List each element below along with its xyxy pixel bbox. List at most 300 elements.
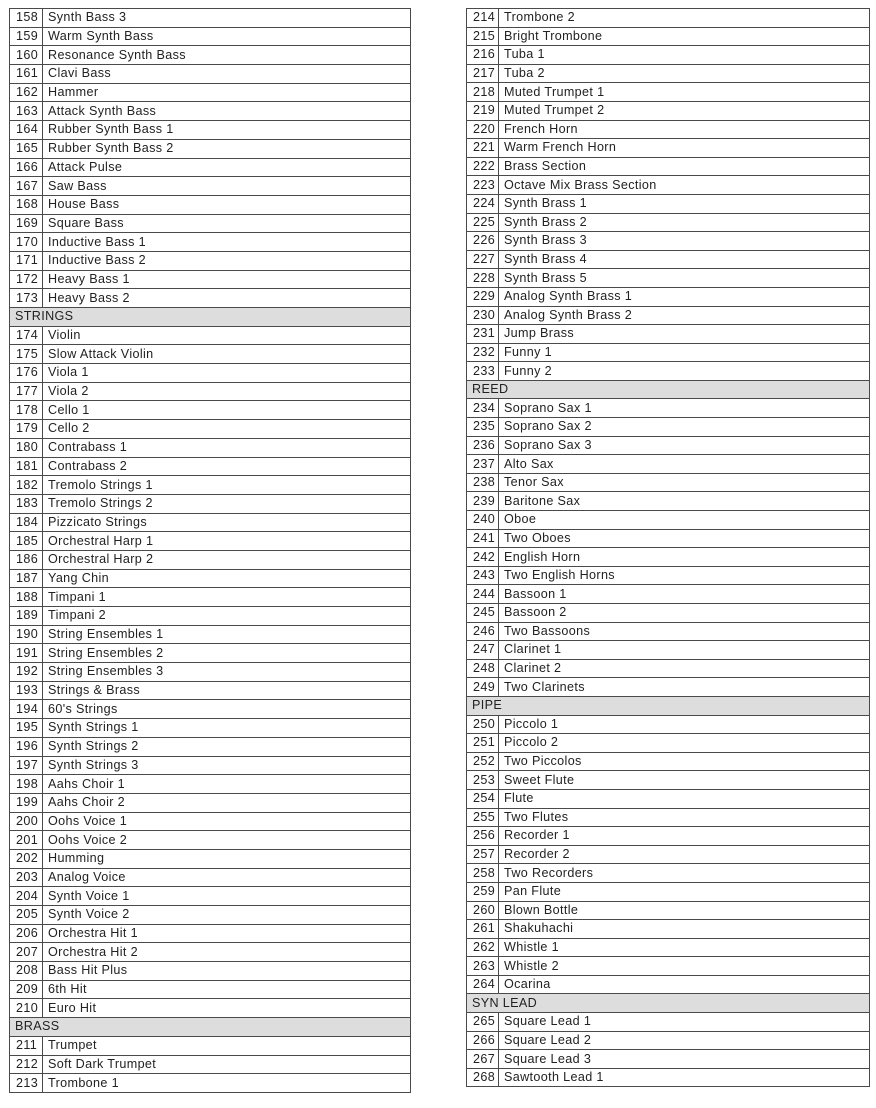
voice-name: 60's Strings — [43, 700, 411, 719]
voice-name: Funny 1 — [499, 343, 870, 362]
voice-number: 188 — [10, 588, 43, 607]
voice-name: Square Lead 2 — [499, 1031, 870, 1050]
table-row — [10, 494, 411, 513]
voice-number: 237 — [467, 455, 499, 474]
table-row — [467, 139, 870, 158]
table-row — [10, 532, 411, 551]
voice-name: Two Bassoons — [499, 622, 870, 641]
voice-name: Square Lead 3 — [499, 1050, 870, 1069]
table-row — [467, 473, 870, 492]
voice-number: 191 — [10, 644, 43, 663]
voice-number: 235 — [467, 418, 499, 437]
table-row — [10, 251, 411, 270]
table-row — [10, 476, 411, 495]
voice-name: Rubber Synth Bass 1 — [43, 121, 411, 140]
voice-name: Synth Strings 2 — [43, 737, 411, 756]
table-row — [467, 622, 870, 641]
voice-number: 186 — [10, 550, 43, 569]
table-row — [467, 418, 870, 437]
table-row — [10, 737, 411, 756]
voice-name: French Horn — [499, 120, 870, 139]
voice-number: 230 — [467, 306, 499, 325]
table-row — [467, 548, 870, 567]
voice-name: Brass Section — [499, 157, 870, 176]
voice-number: 163 — [10, 102, 43, 121]
voice-number: 218 — [467, 83, 499, 102]
voice-name: Inductive Bass 2 — [43, 251, 411, 270]
table-row — [10, 943, 411, 962]
voice-name: Tremolo Strings 1 — [43, 476, 411, 495]
voice-number: 221 — [467, 139, 499, 158]
voice-number: 253 — [467, 771, 499, 790]
voice-name: Oboe — [499, 511, 870, 530]
voice-name: Recorder 1 — [499, 827, 870, 846]
table-row — [10, 289, 411, 308]
voice-number: 231 — [467, 325, 499, 344]
voice-number: 197 — [10, 756, 43, 775]
table-row — [467, 715, 870, 734]
voice-name: Warm French Horn — [499, 139, 870, 158]
voice-name: Attack Pulse — [43, 158, 411, 177]
table-row — [10, 139, 411, 158]
voice-name: Analog Synth Brass 1 — [499, 287, 870, 306]
voice-number: 167 — [10, 177, 43, 196]
voice-number: 238 — [467, 473, 499, 492]
table-row — [467, 1013, 870, 1032]
table-row — [10, 906, 411, 925]
voice-number: 202 — [10, 849, 43, 868]
voice-number: 259 — [467, 882, 499, 901]
table-row — [10, 102, 411, 121]
voice-name: Octave Mix Brass Section — [499, 176, 870, 195]
table-row — [10, 625, 411, 644]
table-row — [467, 101, 870, 120]
voice-name: Timpani 2 — [43, 607, 411, 626]
table-row — [467, 325, 870, 344]
table-row — [10, 700, 411, 719]
voice-number: 200 — [10, 812, 43, 831]
section-title: STRINGS — [10, 308, 411, 327]
voice-name: Orchestra Hit 1 — [43, 924, 411, 943]
table-row — [10, 1036, 411, 1055]
voice-name: Sawtooth Lead 1 — [499, 1068, 870, 1087]
table-row — [467, 9, 870, 28]
voice-number: 166 — [10, 158, 43, 177]
table-row — [10, 719, 411, 738]
voice-number: 239 — [467, 492, 499, 511]
voice-name: Recorder 2 — [499, 845, 870, 864]
voice-number: 236 — [467, 436, 499, 455]
voice-number: 198 — [10, 775, 43, 794]
voice-name: Pan Flute — [499, 882, 870, 901]
table-row — [10, 195, 411, 214]
voice-number: 183 — [10, 494, 43, 513]
table-row — [467, 566, 870, 585]
voice-name: Saw Bass — [43, 177, 411, 196]
table-row — [467, 455, 870, 474]
voice-name: Synth Brass 5 — [499, 269, 870, 288]
voice-list-right-body — [467, 9, 870, 1087]
voice-number: 159 — [10, 27, 43, 46]
voice-number: 180 — [10, 438, 43, 457]
voice-list-right — [466, 8, 870, 1087]
voice-number: 195 — [10, 719, 43, 738]
voice-number: 233 — [467, 362, 499, 381]
table-row — [467, 157, 870, 176]
table-row — [467, 232, 870, 251]
table-row — [467, 511, 870, 530]
voice-name: String Ensembles 1 — [43, 625, 411, 644]
table-row — [467, 492, 870, 511]
table-row — [467, 938, 870, 957]
table-row — [467, 250, 870, 269]
voice-number: 260 — [467, 901, 499, 920]
voice-number: 256 — [467, 827, 499, 846]
voice-number: 174 — [10, 326, 43, 345]
table-row — [10, 345, 411, 364]
voice-name: Hammer — [43, 83, 411, 102]
voice-name: Whistle 2 — [499, 957, 870, 976]
voice-name: Clarinet 2 — [499, 659, 870, 678]
voice-number: 227 — [467, 250, 499, 269]
table-row — [10, 46, 411, 65]
voice-number: 164 — [10, 121, 43, 140]
table-row — [10, 681, 411, 700]
voice-number: 175 — [10, 345, 43, 364]
voice-number: 262 — [467, 938, 499, 957]
table-row — [10, 831, 411, 850]
voice-number: 179 — [10, 420, 43, 439]
voice-number: 217 — [467, 64, 499, 83]
voice-number: 232 — [467, 343, 499, 362]
table-row — [10, 644, 411, 663]
voice-name: Yang Chin — [43, 569, 411, 588]
voice-number: 226 — [467, 232, 499, 251]
table-row — [467, 399, 870, 418]
voice-name: Analog Voice — [43, 868, 411, 887]
voice-number: 192 — [10, 663, 43, 682]
voice-number: 185 — [10, 532, 43, 551]
voice-number: 158 — [10, 9, 43, 28]
table-row — [467, 287, 870, 306]
table-row — [467, 585, 870, 604]
table-row — [10, 158, 411, 177]
voice-number: 208 — [10, 962, 43, 981]
table-row — [467, 64, 870, 83]
voice-number: 182 — [10, 476, 43, 495]
table-row — [10, 233, 411, 252]
voice-name: Tenor Sax — [499, 473, 870, 492]
voice-number: 215 — [467, 27, 499, 46]
voice-number: 173 — [10, 289, 43, 308]
voice-name: Contrabass 2 — [43, 457, 411, 476]
table-row — [467, 771, 870, 790]
table-row — [467, 845, 870, 864]
table-row — [10, 793, 411, 812]
voice-name: Cello 1 — [43, 401, 411, 420]
voice-number: 211 — [10, 1036, 43, 1055]
voice-number: 265 — [467, 1013, 499, 1032]
voice-name: Muted Trumpet 2 — [499, 101, 870, 120]
voice-name: Piccolo 2 — [499, 734, 870, 753]
table-row — [467, 734, 870, 753]
voice-list-left-body — [10, 9, 411, 1093]
table-row — [467, 343, 870, 362]
table-row — [10, 887, 411, 906]
table-row — [10, 999, 411, 1018]
table-row — [467, 957, 870, 976]
voice-name: Bassoon 1 — [499, 585, 870, 604]
voice-number: 165 — [10, 139, 43, 158]
voice-number: 263 — [467, 957, 499, 976]
table-row — [467, 864, 870, 883]
section-title: BRASS — [10, 1018, 411, 1037]
voice-number: 250 — [467, 715, 499, 734]
voice-number: 219 — [467, 101, 499, 120]
table-row — [10, 214, 411, 233]
voice-number: 161 — [10, 65, 43, 84]
voice-number: 247 — [467, 641, 499, 660]
voice-name: Tremolo Strings 2 — [43, 494, 411, 513]
voice-name: Timpani 1 — [43, 588, 411, 607]
voice-number: 206 — [10, 924, 43, 943]
voice-name: Bassoon 2 — [499, 604, 870, 623]
voice-name: Warm Synth Bass — [43, 27, 411, 46]
table-row — [10, 420, 411, 439]
voice-number: 162 — [10, 83, 43, 102]
table-row — [10, 1074, 411, 1093]
table-row — [467, 678, 870, 697]
voice-name: Two Oboes — [499, 529, 870, 548]
voice-name: Inductive Bass 1 — [43, 233, 411, 252]
voice-name: Soprano Sax 3 — [499, 436, 870, 455]
table-row — [10, 326, 411, 345]
voice-name: Soprano Sax 1 — [499, 399, 870, 418]
table-row — [467, 659, 870, 678]
table-row — [467, 641, 870, 660]
table-row — [10, 962, 411, 981]
voice-number: 216 — [467, 46, 499, 65]
table-row — [10, 756, 411, 775]
table-row — [467, 604, 870, 623]
voice-number: 245 — [467, 604, 499, 623]
voice-name: Heavy Bass 2 — [43, 289, 411, 308]
voice-name: Violin — [43, 326, 411, 345]
table-row — [10, 775, 411, 794]
table-row — [10, 849, 411, 868]
voice-number: 220 — [467, 120, 499, 139]
voice-number: 225 — [467, 213, 499, 232]
voice-number: 172 — [10, 270, 43, 289]
voice-name: Tuba 2 — [499, 64, 870, 83]
section-header — [467, 696, 870, 715]
voice-name: Trumpet — [43, 1036, 411, 1055]
voice-number: 189 — [10, 607, 43, 626]
voice-name: Two English Horns — [499, 566, 870, 585]
voice-number: 268 — [467, 1068, 499, 1087]
voice-name: Whistle 1 — [499, 938, 870, 957]
voice-number: 171 — [10, 251, 43, 270]
table-row — [467, 269, 870, 288]
voice-name: Funny 2 — [499, 362, 870, 381]
voice-name: Orchestral Harp 2 — [43, 550, 411, 569]
table-row — [467, 83, 870, 102]
voice-number: 187 — [10, 569, 43, 588]
voice-list-left — [9, 8, 411, 1093]
voice-name: Bright Trombone — [499, 27, 870, 46]
voice-number: 194 — [10, 700, 43, 719]
voice-number: 257 — [467, 845, 499, 864]
voice-number: 204 — [10, 887, 43, 906]
section-header — [467, 380, 870, 399]
voice-name: Piccolo 1 — [499, 715, 870, 734]
voice-name: Baritone Sax — [499, 492, 870, 511]
voice-name: Trombone 2 — [499, 9, 870, 28]
voice-name: Synth Brass 3 — [499, 232, 870, 251]
voice-name: Strings & Brass — [43, 681, 411, 700]
table-row — [467, 882, 870, 901]
voice-name: Aahs Choir 1 — [43, 775, 411, 794]
voice-name: Square Lead 1 — [499, 1013, 870, 1032]
table-row — [10, 177, 411, 196]
voice-number: 229 — [467, 287, 499, 306]
voice-name: Synth Brass 4 — [499, 250, 870, 269]
voice-name: Two Recorders — [499, 864, 870, 883]
voice-number: 234 — [467, 399, 499, 418]
table-row — [467, 808, 870, 827]
voice-number: 193 — [10, 681, 43, 700]
table-row — [467, 306, 870, 325]
table-row — [467, 920, 870, 939]
table-row — [467, 529, 870, 548]
voice-number: 181 — [10, 457, 43, 476]
table-row — [10, 550, 411, 569]
voice-number: 169 — [10, 214, 43, 233]
voice-number: 242 — [467, 548, 499, 567]
table-row — [467, 1068, 870, 1087]
table-row — [10, 663, 411, 682]
voice-number: 246 — [467, 622, 499, 641]
table-row — [10, 868, 411, 887]
voice-name: Oohs Voice 2 — [43, 831, 411, 850]
table-row — [467, 827, 870, 846]
voice-number: 205 — [10, 906, 43, 925]
voice-name: Attack Synth Bass — [43, 102, 411, 121]
section-header — [467, 994, 870, 1013]
voice-name: Rubber Synth Bass 2 — [43, 139, 411, 158]
voice-name: Heavy Bass 1 — [43, 270, 411, 289]
table-row — [10, 65, 411, 84]
voice-name: 6th Hit — [43, 980, 411, 999]
voice-name: Bass Hit Plus — [43, 962, 411, 981]
section-title: SYN LEAD — [467, 994, 870, 1013]
voice-number: 241 — [467, 529, 499, 548]
section-header — [10, 1018, 411, 1037]
voice-name: Clarinet 1 — [499, 641, 870, 660]
voice-name: Synth Brass 2 — [499, 213, 870, 232]
voice-name: Analog Synth Brass 2 — [499, 306, 870, 325]
voice-number: 199 — [10, 793, 43, 812]
table-row — [10, 401, 411, 420]
voice-name: Synth Strings 3 — [43, 756, 411, 775]
voice-number: 203 — [10, 868, 43, 887]
voice-name: Orchestra Hit 2 — [43, 943, 411, 962]
voice-number: 266 — [467, 1031, 499, 1050]
voice-number: 261 — [467, 920, 499, 939]
voice-number: 201 — [10, 831, 43, 850]
voice-number: 240 — [467, 511, 499, 530]
voice-number: 170 — [10, 233, 43, 252]
voice-name: Synth Strings 1 — [43, 719, 411, 738]
table-row — [467, 176, 870, 195]
voice-name: Trombone 1 — [43, 1074, 411, 1093]
voice-name: Resonance Synth Bass — [43, 46, 411, 65]
table-row — [467, 362, 870, 381]
voice-name: Square Bass — [43, 214, 411, 233]
voice-name: Viola 1 — [43, 364, 411, 383]
voice-name: Clavi Bass — [43, 65, 411, 84]
voice-name: Synth Voice 1 — [43, 887, 411, 906]
voice-name: Two Piccolos — [499, 752, 870, 771]
voice-name: Viola 2 — [43, 382, 411, 401]
table-row — [10, 457, 411, 476]
table-row — [467, 975, 870, 994]
table-row — [10, 1055, 411, 1074]
voice-number: 212 — [10, 1055, 43, 1074]
voice-number: 184 — [10, 513, 43, 532]
table-row — [467, 120, 870, 139]
section-header — [10, 308, 411, 327]
voice-number: 190 — [10, 625, 43, 644]
voice-number: 209 — [10, 980, 43, 999]
voice-name: Humming — [43, 849, 411, 868]
voice-name: Muted Trumpet 1 — [499, 83, 870, 102]
voice-name: Contrabass 1 — [43, 438, 411, 457]
table-row — [467, 213, 870, 232]
table-row — [10, 924, 411, 943]
voice-name: Ocarina — [499, 975, 870, 994]
voice-name: Pizzicato Strings — [43, 513, 411, 532]
table-row — [10, 607, 411, 626]
voice-name: Blown Bottle — [499, 901, 870, 920]
voice-number: 228 — [467, 269, 499, 288]
table-row — [10, 83, 411, 102]
voice-name: Slow Attack Violin — [43, 345, 411, 364]
voice-number: 248 — [467, 659, 499, 678]
table-row — [10, 270, 411, 289]
table-row — [10, 812, 411, 831]
voice-name: Alto Sax — [499, 455, 870, 474]
voice-name: Synth Brass 1 — [499, 194, 870, 213]
voice-name: Tuba 1 — [499, 46, 870, 65]
table-row — [467, 27, 870, 46]
voice-name: String Ensembles 3 — [43, 663, 411, 682]
voice-number: 264 — [467, 975, 499, 994]
voice-name: Synth Voice 2 — [43, 906, 411, 925]
voice-number: 267 — [467, 1050, 499, 1069]
voice-number: 258 — [467, 864, 499, 883]
voice-name: Euro Hit — [43, 999, 411, 1018]
voice-number: 213 — [10, 1074, 43, 1093]
voice-number: 249 — [467, 678, 499, 697]
table-row — [10, 364, 411, 383]
voice-number: 224 — [467, 194, 499, 213]
voice-number: 168 — [10, 195, 43, 214]
voice-number: 196 — [10, 737, 43, 756]
table-row — [10, 569, 411, 588]
table-row — [467, 789, 870, 808]
voice-number: 223 — [467, 176, 499, 195]
